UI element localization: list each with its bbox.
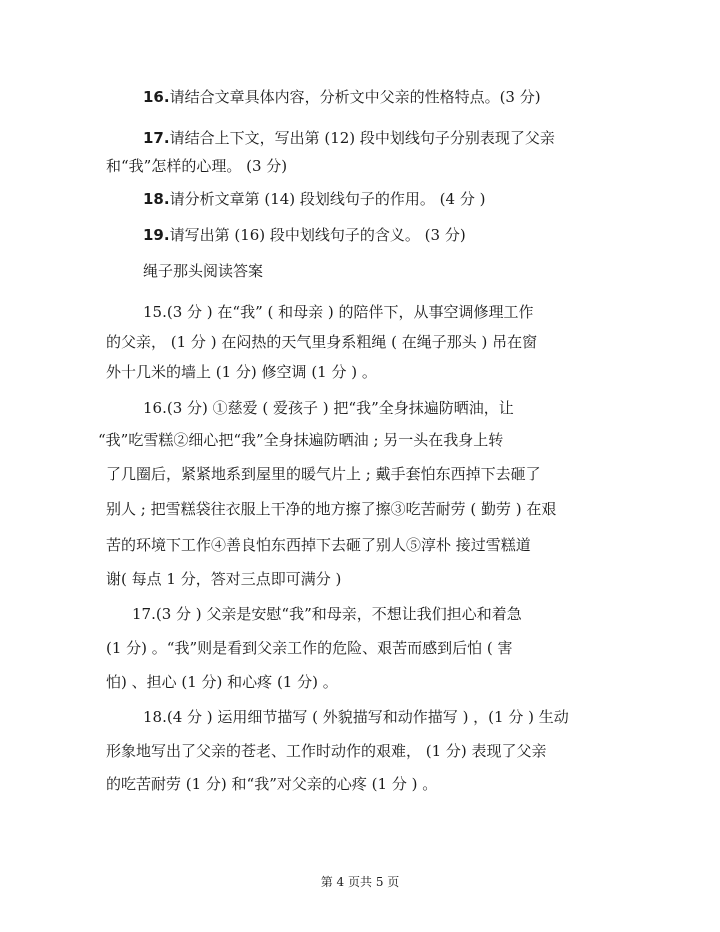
- question-number: 18.: [143, 190, 170, 208]
- question-text: 请写出第 (16) 段中划线句子的含义。 (3 分): [169, 226, 466, 244]
- question-number: 17.: [143, 129, 170, 147]
- question-16: [143, 87, 541, 107]
- question-number: 16.: [143, 88, 170, 106]
- answer-line: 16.(3 分) ①慈爱 ( 爱孩子 ) 把“我”全身抹遍防晒油，让: [143, 399, 514, 417]
- answer-line: 15.(3 分 ) 在“我” ( 和母亲 ) 的陪伴下，从事空调修理工作: [143, 303, 534, 321]
- question-number: 19.: [143, 226, 170, 244]
- answer-line: 怕) 、担心 (1 分) 和心疼 (1 分) 。: [106, 673, 338, 691]
- question-19: [143, 225, 466, 245]
- answer-line: 18.(4 分 ) 运用细节描写 ( 外貌描写和动作描写 ) ，(1 分 ) 生动: [143, 708, 569, 726]
- answer-line: 了几圈后，紧紧地系到屋里的暖气片上 ; 戴手套怕东西掉下去砸了: [106, 465, 541, 483]
- answer-line: (1 分) 。“我”则是看到父亲工作的危险、艰苦而感到后怕 ( 害: [106, 639, 513, 657]
- answer-line: 的父亲， (1 分 ) 在闷热的天气里身系粗绳 ( 在绳子那头 ) 吊在窗: [106, 333, 538, 351]
- question-text: 请结合文章具体内容，分析文中父亲的性格特点。(3 分): [169, 88, 541, 106]
- question-17: [143, 128, 555, 148]
- answer-line: “我”吃雪糕②细心把“我”全身抹遍防晒油 ; 另一头在我身上转: [98, 431, 504, 449]
- answer-line: 苦的环境下工作④善良怕东西掉下去砸了别人⑤淳朴 接过雪糕道: [106, 536, 531, 554]
- answer-title: 绳子那头阅读答案: [143, 262, 264, 280]
- page-footer: 第 4 页共 5 页: [320, 875, 400, 889]
- question-18: [143, 189, 485, 209]
- question-17-continued: 和“我”怎样的心理。 (3 分): [106, 157, 288, 175]
- answer-line: 外十几米的墙上 (1 分) 修空调 (1 分 ) 。: [106, 363, 377, 381]
- answer-line: 别人 ; 把雪糕袋往衣服上干净的地方擦了擦③吃苦耐劳 ( 勤劳 ) 在艰: [106, 500, 557, 518]
- answer-line: 形象地写出了父亲的苍老、工作时动作的艰难， (1 分) 表现了父亲: [106, 742, 547, 760]
- question-text: 请分析文章第 (14) 段划线句子的作用。 (4 分 ): [169, 190, 486, 208]
- answer-line: 谢( 每点 1 分，答对三点即可满分 ): [106, 570, 342, 588]
- answer-line: 17.(3 分 ) 父亲是安慰“我”和母亲，不想让我们担心和着急: [132, 605, 522, 623]
- question-text: 请结合上下文，写出第 (12) 段中划线句子分别表现了父亲: [169, 129, 555, 147]
- answer-line: 的吃苦耐劳 (1 分) 和“我”对父亲的心疼 (1 分 ) 。: [106, 775, 438, 793]
